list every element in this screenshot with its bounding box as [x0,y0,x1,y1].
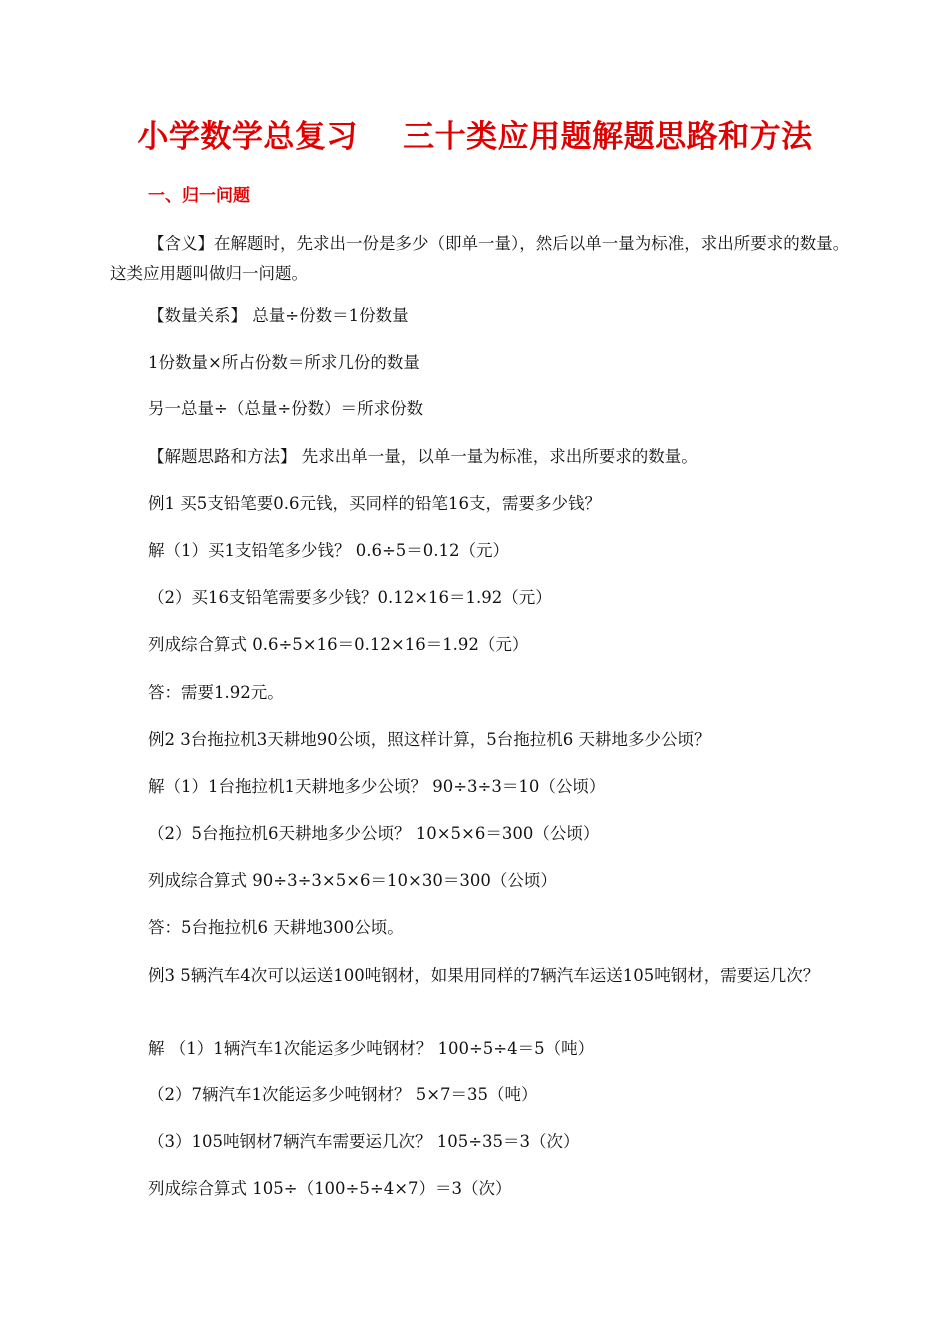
text-line: （2）7辆汽车1次能运多少吨钢材？ 5×7＝35（吨） [148,1085,538,1104]
text-line: 解（1）买1支铅笔多少钱？ 0.6÷5＝0.12（元） [148,541,510,560]
text-line: 解（1）1台拖拉机1天耕地多少公顷？ 90÷3÷3＝10（公顷） [148,777,606,796]
text-line: 答：5台拖拉机6 天耕地300公顷。 [148,918,404,937]
text-line: 【解题思路和方法】 先求出单一量，以单一量为标准，求出所要求的数量。 [148,447,698,466]
text-line: 例2 3台拖拉机3天耕地90公顷，照这样计算，5台拖拉机6 天耕地多少公顷？ [148,730,711,749]
text-line: 例1 买5支铅笔要0.6元钱，买同样的铅笔16支，需要多少钱？ [148,494,601,513]
section-heading: 一、归一问题 [148,186,250,206]
text-line: 列成综合算式 90÷3÷3×5×6＝10×30＝300（公顷） [148,871,557,890]
text-line: 列成综合算式 105÷（100÷5÷4×7）＝3（次） [148,1179,512,1198]
text-line: 解 （1）1辆汽车1次能运多少吨钢材？ 100÷5÷4＝5（吨） [148,1039,595,1058]
document-title: 小学数学总复习 三十类应用题解题思路和方法 [137,119,813,155]
text-line: 1份数量×所占份数＝所求几份的数量 [148,353,420,372]
text-line: 答：需要1.92元。 [148,683,284,702]
text-line: 另一总量÷（总量÷份数）＝所求份数 [148,399,424,418]
text-line: 【数量关系】 总量÷份数＝1份数量 [148,306,409,325]
text-line: （3）105吨钢材7辆汽车需要运几次？ 105÷35＝3（次） [148,1132,580,1151]
example3-paragraph: 例3 5辆汽车4次可以运送100吨钢材，如果用同样的7辆汽车运送105吨钢材，需要运几次？ [148,966,820,985]
definition-paragraph: 【含义】在解题时，先求出一份是多少（即单一量），然后以单一量为标准，求出所要求的数量。这类应用题叫做归一问题。 [110,234,850,283]
text-line: 列成综合算式 0.6÷5×16＝0.12×16＝1.92（元） [148,635,529,654]
text-line: （2）5台拖拉机6天耕地多少公顷？ 10×5×6＝300（公顷） [148,824,600,843]
text-line: （2）买16支铅笔需要多少钱？0.12×16＝1.92（元） [148,588,552,607]
